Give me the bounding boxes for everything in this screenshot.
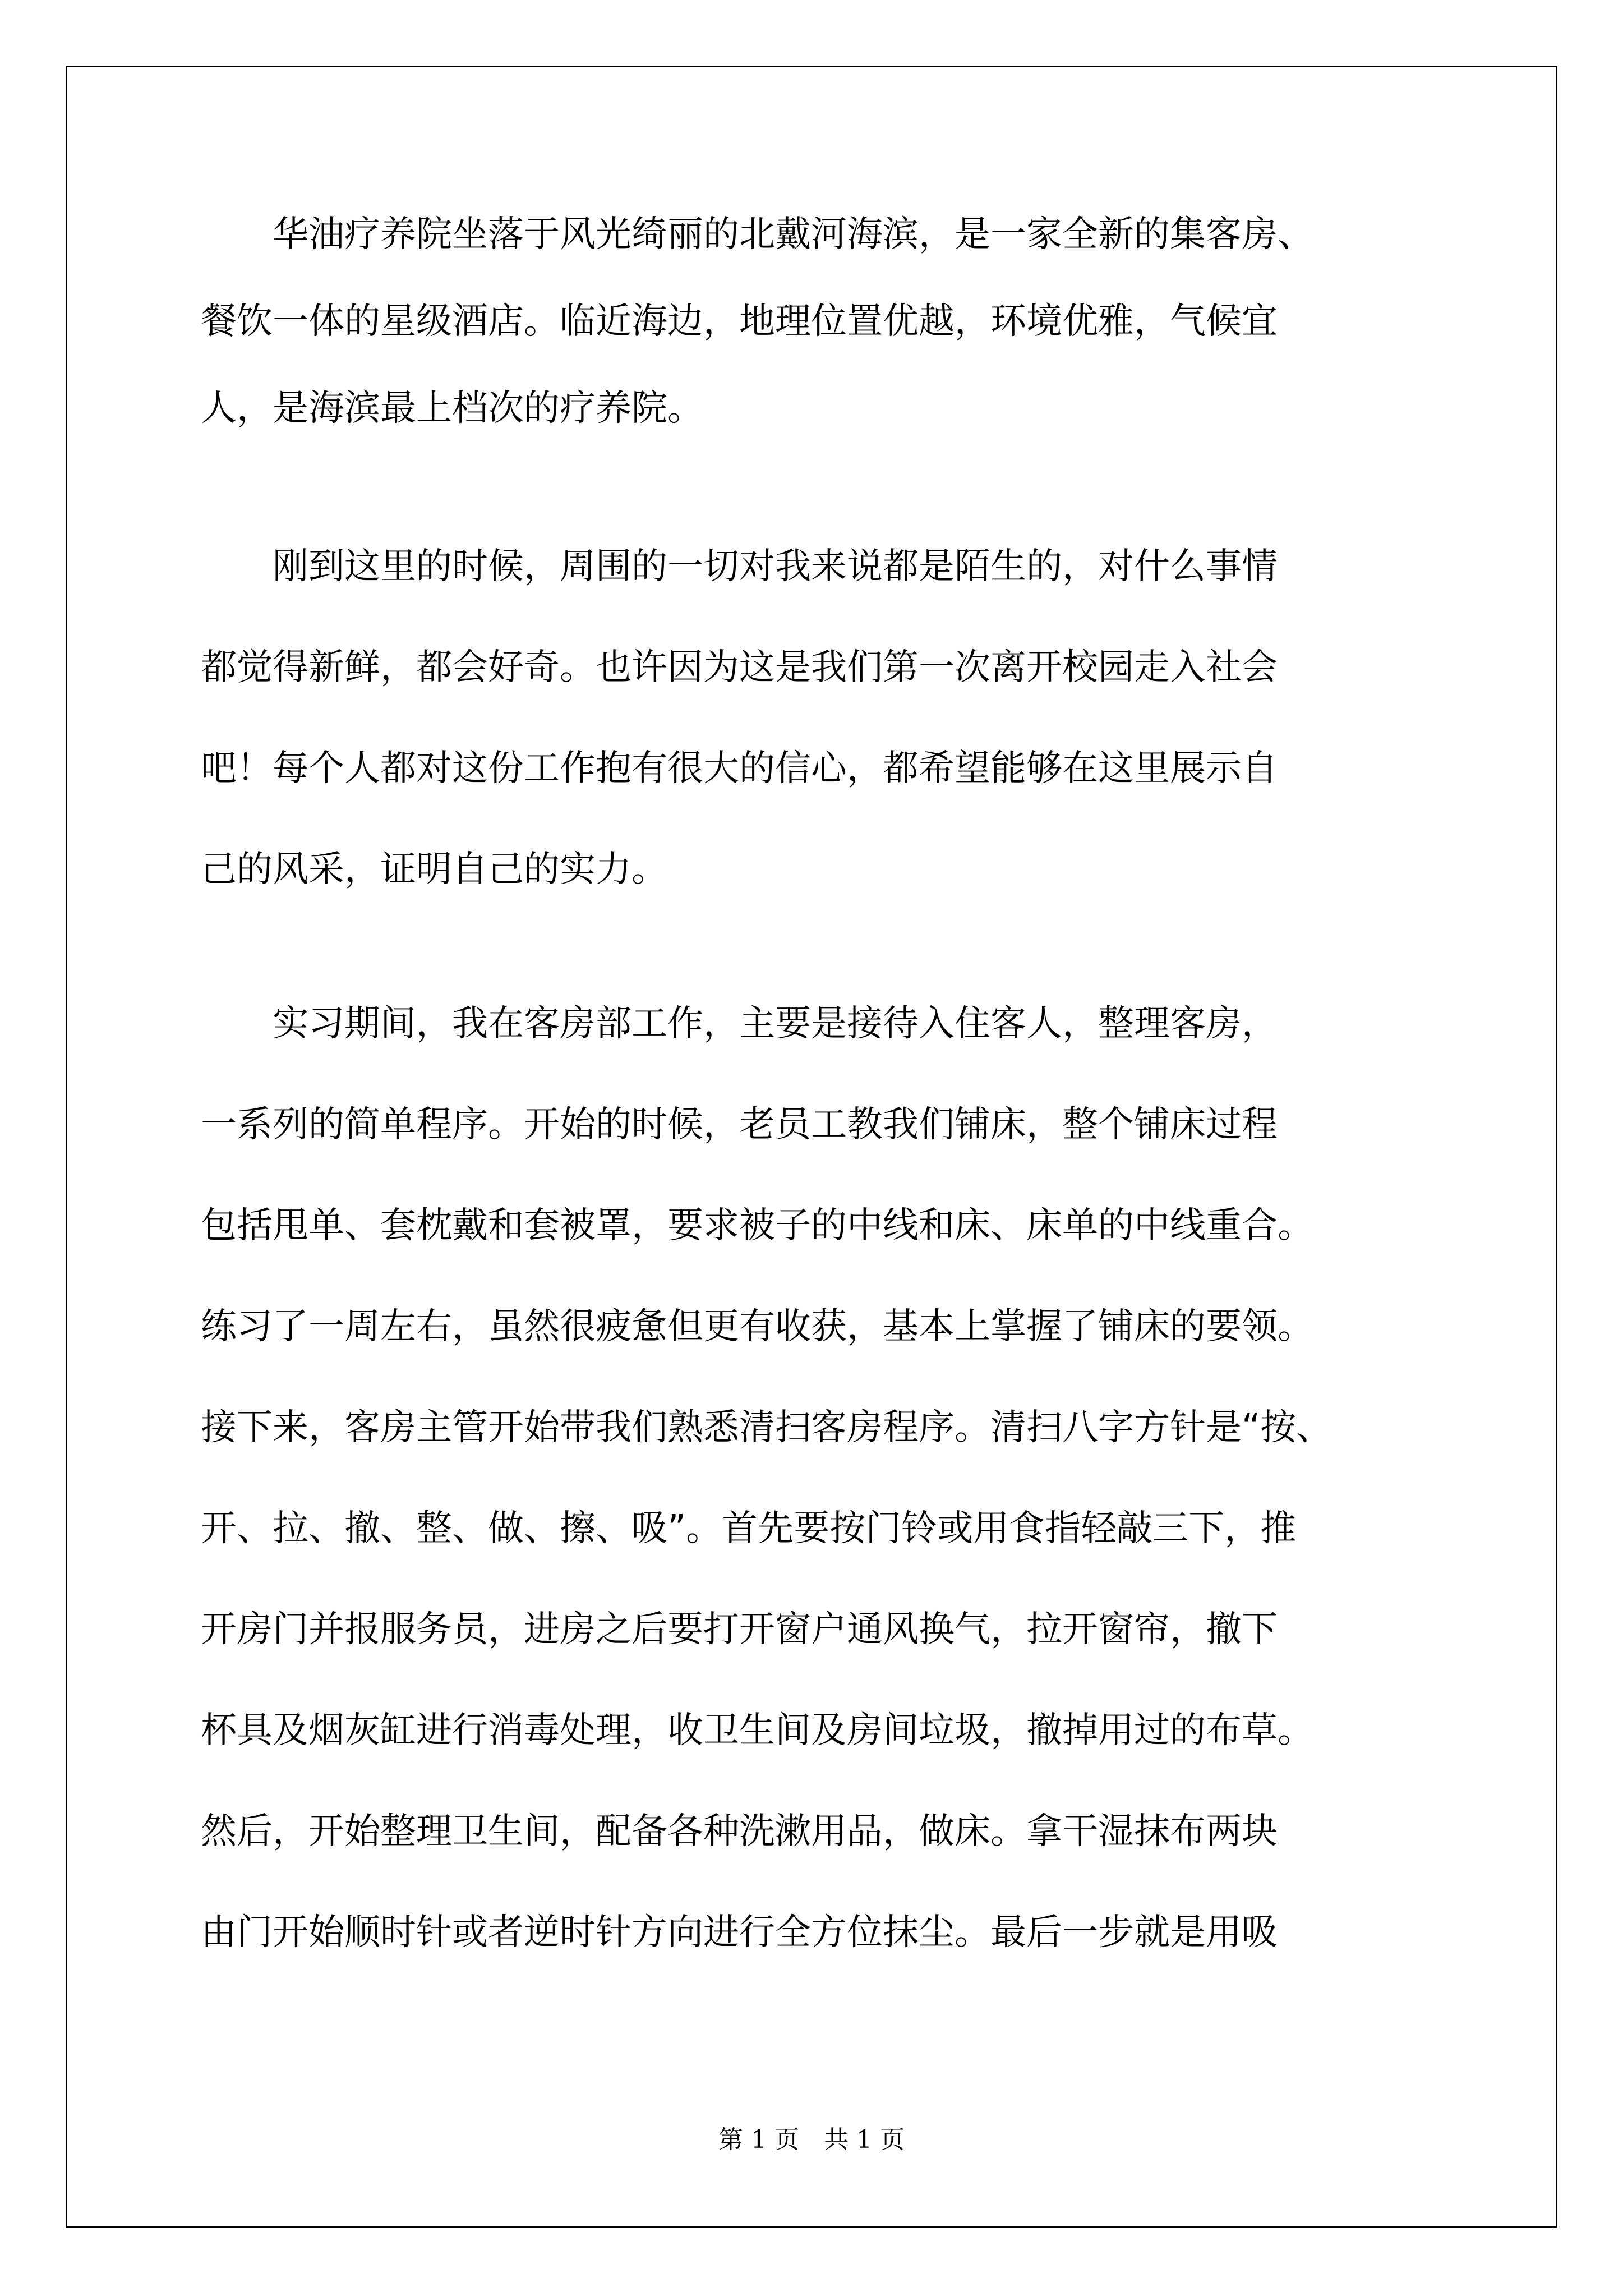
text-line: 开房门并报服务员，进房之后要打开窗户通风换气，拉开窗帘，撤下 (201, 1609, 1278, 1650)
text-line: 刚到这里的时候，周围的一切对我来说都是陌生的，对什么事情 (201, 546, 1278, 587)
text-line: 一系列的简单程序。开始的时候，老员工教我们铺床，整个铺床过程 (201, 1104, 1278, 1145)
text-line: 吧！每个人都对这份工作抱有很大的信心，都希望能够在这里展示自 (201, 748, 1278, 789)
text-line: 然后，开始整理卫生间，配备各种洗漱用品，做床。拿干湿抹布两块 (201, 1811, 1278, 1852)
text-line: 由门开始顺时针或者逆时针方向进行全方位抹尘。最后一步就是用吸 (201, 1912, 1278, 1953)
text-line: 己的风采，证明自己的实力。 (201, 849, 667, 890)
text-line: 实习期间，我在客房部工作，主要是接待入住客人，整理客房， (201, 1003, 1278, 1045)
text-line: 接下来，客房主管开始带我们熟悉清扫客房程序。清扫八字方针是“按、 (201, 1407, 1332, 1448)
text-line: 包括甩单、套枕戴和套被罩，要求被子的中线和床、床单的中线重合。 (201, 1205, 1313, 1246)
text-line: 练习了一周左右，虽然很疲惫但更有收获，基本上掌握了铺床的要领。 (201, 1306, 1313, 1347)
text-line: 餐饮一体的星级酒店。临近海边，地理位置优越，环境优雅，气候宜 (201, 301, 1278, 342)
text-line: 开、拉、撤、整、做、擦、吸”。首先要按门铃或用食指轻敲三下，推 (201, 1508, 1297, 1549)
page-indicator: 第 1 页 共 1 页 (718, 2125, 905, 2154)
text-line: 人，是海滨最上档次的疗养院。 (201, 388, 703, 429)
text-line: 杯具及烟灰缸进行消毒处理，收卫生间及房间垃圾，撤掉用过的布草。 (201, 1710, 1313, 1751)
text-line: 都觉得新鲜，都会好奇。也许因为这是我们第一次离开校园走入社会 (201, 647, 1278, 688)
text-line: 华油疗养院坐落于风光绮丽的北戴河海滨，是一家全新的集客房、 (201, 214, 1313, 255)
